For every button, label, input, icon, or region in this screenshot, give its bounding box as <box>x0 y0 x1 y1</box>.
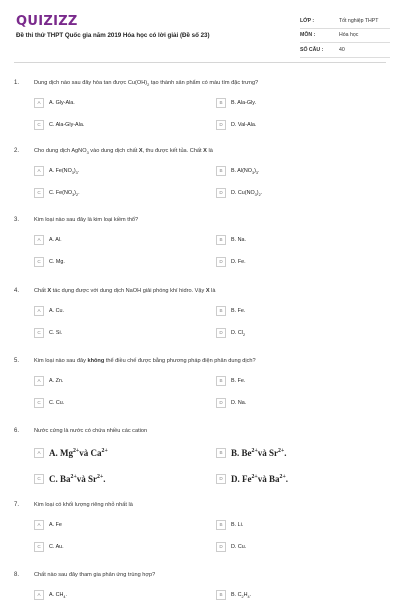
option-text: B. $Be^{2+}và$ $Sr^{2+}$. <box>231 447 287 458</box>
meta-row-count <box>300 43 390 58</box>
answer-option-b[interactable] <box>216 446 287 459</box>
answer-option-d[interactable] <box>216 186 262 199</box>
option-letter-box: C <box>34 188 44 198</box>
answer-option-d[interactable] <box>216 118 256 131</box>
answer-option-b[interactable] <box>216 164 259 177</box>
option-letter-box: B <box>216 306 226 316</box>
option-text: C. Ala-Gly-Ala. <box>49 121 85 128</box>
option-text: B. $Al(NO_3)_3$. <box>231 167 260 175</box>
option-letter-box: B <box>216 520 226 530</box>
document-title: Đề thi thử THPT Quốc gia năm 2019 Hóa học có lời giải (Đề số 23) <box>16 32 210 39</box>
option-letter-box: C <box>34 257 44 267</box>
answer-option-b[interactable] <box>216 96 256 109</box>
option-letter-box: A <box>34 306 44 316</box>
option-letter-box: D <box>216 188 226 198</box>
answer-option-d[interactable] <box>216 326 245 339</box>
question-text: Kim loại có khối lượng riêng nhỏ nhất là <box>34 502 133 508</box>
option-letter-box: B <box>216 590 226 600</box>
answer-option-c[interactable] <box>34 326 62 339</box>
option-letter-box: D <box>216 398 226 408</box>
option-letter-box: B <box>216 98 226 108</box>
option-letter-box: A <box>34 448 44 458</box>
option-letter-box: B <box>216 448 226 458</box>
quizizz-logo[interactable]: QUIZIZZ <box>16 14 78 29</box>
answer-option-c[interactable] <box>34 472 106 485</box>
question-number: 4. <box>14 288 20 294</box>
meta-value: Tốt nghiệp THPT <box>339 17 379 24</box>
answer-option-d[interactable] <box>216 472 288 485</box>
document-header <box>0 0 400 64</box>
option-letter-box: C <box>34 474 44 484</box>
answer-option-d[interactable] <box>216 255 246 268</box>
answer-option-c[interactable] <box>34 255 65 268</box>
option-text: B. Na. <box>231 236 246 243</box>
question-number: 3. <box>14 217 20 223</box>
option-text: B. Fe. <box>231 377 246 384</box>
option-text: B. Fe. <box>231 307 246 314</box>
option-text: A. Gly-Ala. <box>49 99 75 106</box>
option-letter-box: B <box>216 235 226 245</box>
answer-option-b[interactable] <box>216 233 246 246</box>
question-text: Kim loại nào sau đây là kim loại kiềm thổ? <box>34 217 139 223</box>
answer-option-c[interactable] <box>34 186 80 199</box>
option-letter-box: B <box>216 376 226 386</box>
option-letter-box: A <box>34 98 44 108</box>
meta-value: 40 <box>339 46 345 53</box>
question-text: Kim loại nào sau đây không thể điều chế được bằng phương pháp điện phân dung dịch? <box>34 358 256 364</box>
option-text: C. Si. <box>49 329 63 336</box>
option-letter-box: A <box>34 590 44 600</box>
option-letter-box: C <box>34 398 44 408</box>
option-letter-box: D <box>216 542 226 552</box>
answer-option-a[interactable] <box>34 233 62 246</box>
answer-option-b[interactable] <box>216 304 245 317</box>
question-number: 6. <box>14 428 20 434</box>
question-text: Chất nào sau đây tham gia phản ứng trùng hợp? <box>34 572 156 578</box>
question-number: 8. <box>14 572 20 578</box>
option-text: B. Li. <box>231 521 244 528</box>
option-text: D. $Cu(NO_3)_2$. <box>231 189 263 197</box>
option-text: A. Al. <box>49 236 62 243</box>
meta-key: MÔN : <box>300 32 316 39</box>
option-text: C. $Ba^{2+}và$ $Sr^{2+}$. <box>49 473 106 484</box>
answer-option-a[interactable] <box>34 304 64 317</box>
meta-value: Hóa học <box>339 32 359 39</box>
option-text: C. $Fe(NO_3)_2$. <box>49 189 80 197</box>
answer-option-d[interactable] <box>216 540 246 553</box>
question-number: 5. <box>14 358 20 364</box>
meta-key: LỚP : <box>300 17 315 24</box>
option-text: D. Fe. <box>231 258 246 265</box>
answer-option-a[interactable] <box>34 374 63 387</box>
option-text: B. $C_2H_4$. <box>231 591 252 599</box>
option-text: C. Au. <box>49 543 64 550</box>
meta-key: SỐ CÂU : <box>300 46 324 53</box>
option-text: C. Mg. <box>49 258 65 265</box>
answer-option-c[interactable] <box>34 396 64 409</box>
question-number: 1. <box>14 80 20 86</box>
option-text: D. Na. <box>231 399 247 406</box>
option-letter-box: D <box>216 257 226 267</box>
header-divider <box>14 62 386 63</box>
answer-option-b[interactable] <box>216 374 245 387</box>
question-text: Cho dung dịch AgNO$_3$ vào dung dịch chất X, thu được kết tủa. Chất X là <box>34 148 213 156</box>
option-text: A. $Fe(NO_3)_3$. <box>49 167 80 175</box>
option-letter-box: D <box>216 328 226 338</box>
option-text: A. Fe <box>49 521 62 528</box>
question-text: Nước cứng là nước có chứa nhiều các cation <box>34 428 148 434</box>
option-letter-box: C <box>34 120 44 130</box>
meta-table <box>300 14 390 58</box>
option-text: A. $Mg^{2+}và$ $Ca^{2+}$ <box>49 447 108 458</box>
answer-option-a[interactable] <box>34 164 79 177</box>
answer-option-c[interactable] <box>34 118 84 131</box>
option-letter-box: D <box>216 474 226 484</box>
question-text: Dung dịch nào sau đây hòa tan được $Cu(OH)_2$ tạo thành sản phẩm có màu tím đặc trưng? <box>34 80 259 88</box>
meta-row-subject <box>300 29 390 44</box>
answer-option-b[interactable] <box>216 588 251 600</box>
answer-option-c[interactable] <box>34 540 64 553</box>
answer-option-a[interactable] <box>34 588 67 600</box>
option-text: D. Val-Ala. <box>231 121 257 128</box>
option-letter-box: D <box>216 120 226 130</box>
option-text: A. Zn. <box>49 377 64 384</box>
question-number: 7. <box>14 502 20 508</box>
option-letter-box: C <box>34 328 44 338</box>
answer-option-b[interactable] <box>216 518 243 531</box>
answer-option-a[interactable] <box>34 518 62 531</box>
option-text: D. Cu. <box>231 543 247 550</box>
option-letter-box: A <box>34 520 44 530</box>
option-letter-box: A <box>34 376 44 386</box>
option-letter-box: B <box>216 166 226 176</box>
option-text: C. Cu. <box>49 399 65 406</box>
option-letter-box: A <box>34 166 44 176</box>
answer-option-d[interactable] <box>216 396 246 409</box>
option-text: A. Cu. <box>49 307 64 314</box>
option-text: D. $Fe^{2+}và$ $Ba^{2+}$. <box>231 473 289 484</box>
answer-option-a[interactable] <box>34 446 108 459</box>
option-letter-box: A <box>34 235 44 245</box>
option-text: D. $Cl_2$ <box>231 329 246 337</box>
meta-row-class <box>300 14 390 29</box>
question-number: 2. <box>14 148 20 154</box>
option-text: B. Ala-Gly. <box>231 99 257 106</box>
question-text: Chất X tác dụng được với dung dịch NaOH giải phóng khí hidro. Vậy X là <box>34 288 216 294</box>
answer-option-a[interactable] <box>34 96 75 109</box>
option-letter-box: C <box>34 542 44 552</box>
option-text: A. $CH_4$. <box>49 591 67 599</box>
